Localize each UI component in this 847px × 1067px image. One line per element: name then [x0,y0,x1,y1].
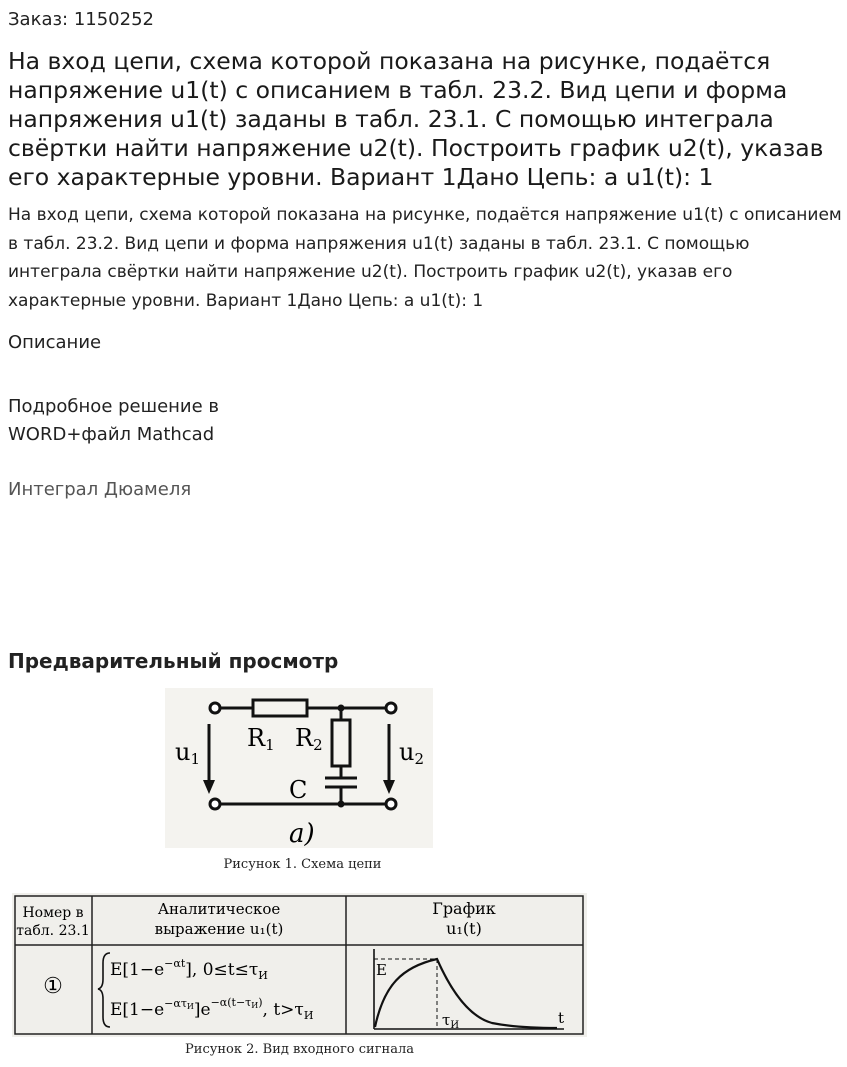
signal-table [12,893,587,1037]
graph-tau-label: $\tau_И$ [442,1011,460,1031]
signal-curve [375,959,557,1028]
u1-label: u1 [175,738,201,768]
header-number-line-2: табл. 23.1 [16,923,90,939]
figure2-caption: Рисунок 2. Вид входного сигнала [185,1042,414,1057]
signal-graph [374,949,564,1031]
signal-table-figure [12,893,587,1037]
graph-t-label: t [558,1009,565,1027]
row-number: ① [43,974,63,999]
c-label: C [289,776,308,804]
task-title: На вход цепи, схема которой показана на рисунке, подаётся напряжение u1(t) с описанием в табл. 23.2. Вид цепи и форма напряжения u1(t) заданы в табл. 23.1. С помощью интеграла свёртки найти напряжение u2(t). Построить график u2(t), указав его характерные уровни. Вариант 1Дано Цепь: а u1(t): 1 [8,47,824,191]
description-text [8,393,219,449]
header-expression-line-2: выражение u₁(t) [154,920,284,938]
figure1-caption: Рисунок 1. Схема цепи [223,857,382,872]
circuit-diagram [165,688,433,848]
graph-e-label: E [376,961,387,979]
formula-line-1: $E[1-e^{-\alpha t}]$, $0\le t\le\tau_И$ [110,957,268,982]
task-body: На вход цепи, схема которой показана на рисунке, подаётся напряжение u1(t) с описанием в табл. 23.2. Вид цепи и форма напряжения u1(t) заданы в табл. 23.1. С помощью интеграла свёртки найти напряжение u2(t). Построить график u2(t), указав его характерные уровни. Вариант 1Дано Цепь: а u1(t): 1 [8,205,842,311]
tag-label: Интеграл Дюамеля [8,479,192,500]
header-graph-line-2: u₁(t) [446,919,482,938]
r2-label: R2 [295,724,323,754]
r1-label: R1 [247,724,275,754]
preview-title: Предварительный просмотр [8,649,339,673]
u2-label: u2 [399,738,425,768]
formula-line-2: $E[1-e^{-\alpha\tau}И]e^{-\alpha(t-\tau}И$), $t>\tau_И$ [110,996,314,1022]
order-number: Заказ: 1150252 [8,9,154,30]
header-graph-line-1: График [432,899,496,918]
header-expression-line-1: Аналитическое [157,900,281,918]
figure-label: a) [289,819,315,848]
header-number-line-1: Номер в [22,905,84,921]
circuit-figure [165,688,433,848]
description-line-2: WORD+файл Mathcad [8,424,215,445]
description-line-1: Подробное решение в [8,396,220,417]
description-label: Описание [8,332,102,353]
